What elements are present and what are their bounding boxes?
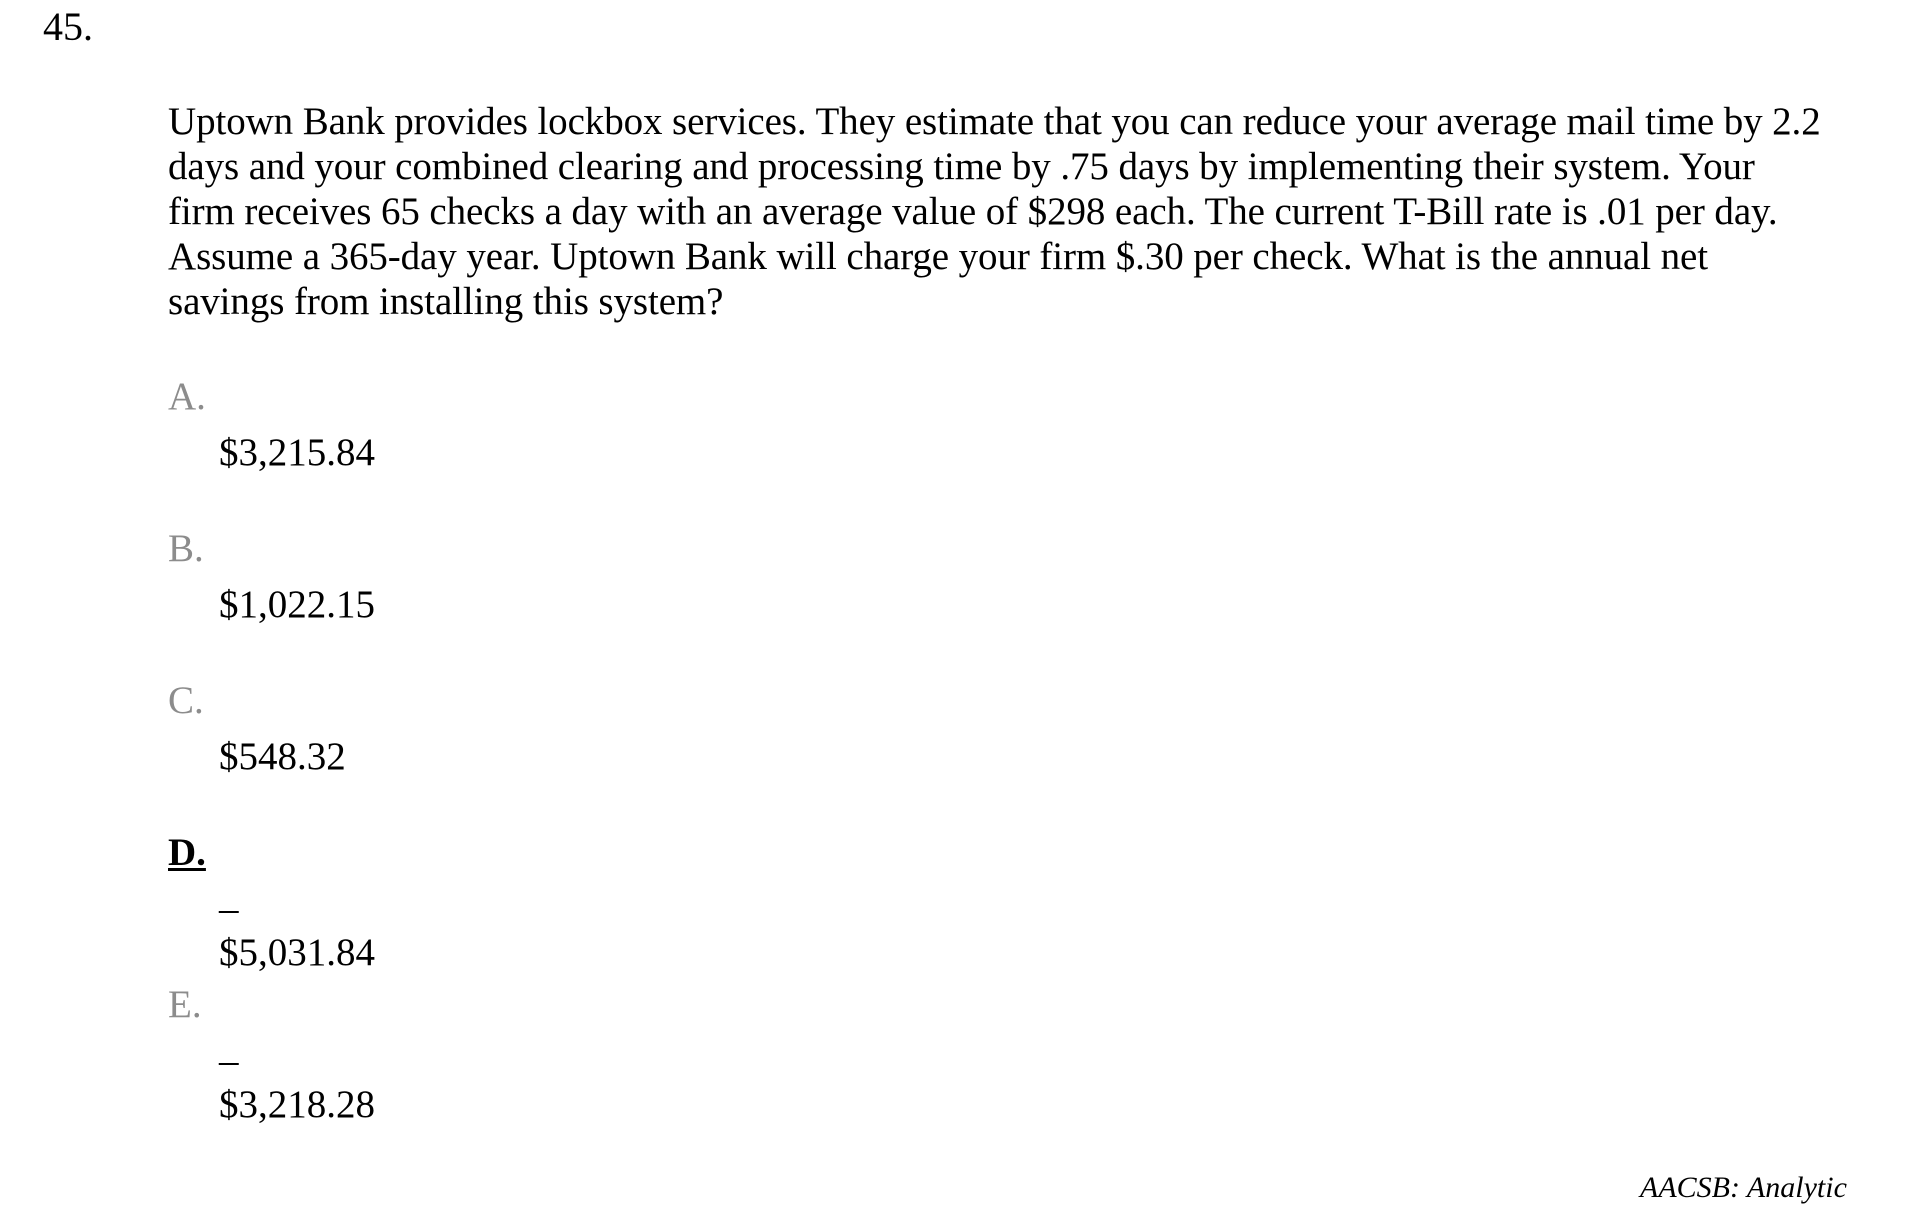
option-e [168, 983, 375, 1135]
option-value: $1,022.15 [219, 583, 375, 626]
option-value: $548.32 [219, 735, 346, 778]
option-letter: A. [168, 375, 206, 418]
option-letter: E. [168, 983, 202, 1026]
footer-tag: AACSB: Analytic [1640, 1171, 1847, 1204]
option-value: $3,215.84 [219, 431, 375, 474]
option-c [168, 679, 346, 831]
option-value: –$5,031.84 [219, 887, 375, 974]
question-number: 45. [43, 4, 93, 49]
option-letter: B. [168, 527, 204, 570]
option-letter: C. [168, 679, 204, 722]
option-letter-correct: D. [168, 831, 206, 874]
answer-options [168, 375, 375, 1135]
option-a [168, 375, 375, 527]
option-b [168, 527, 375, 679]
question-text: Uptown Bank provides lockbox services. They estimate that you can reduce your average mail time by 2.2 days and your combined clearing and processing time by .75 days by implementing their system. Your firm receives 65 checks a day with an average value of $298 each. The current T-Bill rate is .01 per day. Assume a 365-day year. Uptown Bank will charge your firm $.30 per check. What is the annual net savings from installing this system? [168, 100, 1821, 323]
option-d [168, 831, 375, 983]
option-value: –$3,218.28 [219, 1039, 375, 1126]
